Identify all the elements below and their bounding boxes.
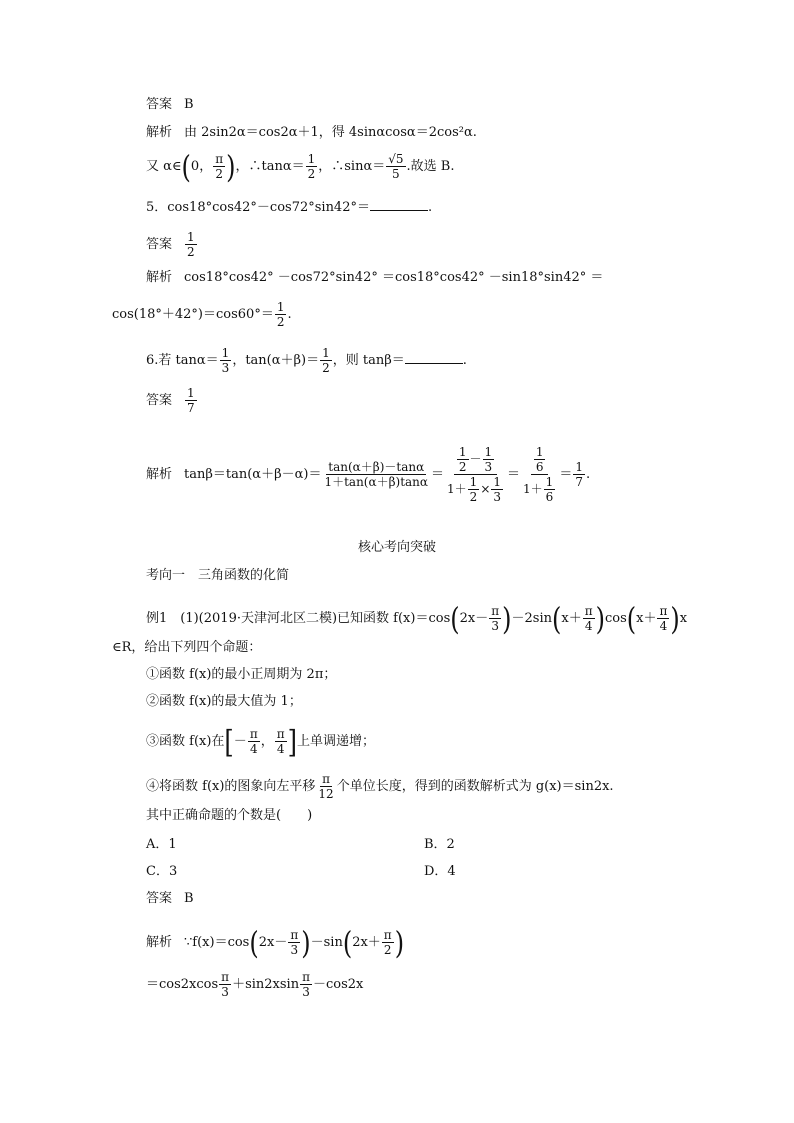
numerator: 1 bbox=[322, 346, 330, 360]
fraction bbox=[320, 346, 332, 375]
text: x＋ bbox=[636, 611, 657, 626]
equals: ＝ bbox=[431, 467, 445, 482]
text: 又 α∈ bbox=[146, 159, 182, 174]
text: ，∴tanα＝ bbox=[235, 159, 305, 174]
section-title: 核心考向突破 bbox=[357, 540, 436, 555]
option-a: A．1 bbox=[146, 837, 177, 852]
solution-text: cos(18°＋42°)＝cos60°＝ bbox=[112, 307, 274, 322]
solution-line-2 bbox=[146, 148, 455, 185]
text: . bbox=[462, 353, 467, 368]
text: x＋ bbox=[561, 611, 582, 626]
solution-ex1-line-2 bbox=[146, 970, 363, 999]
answer-blank bbox=[405, 351, 463, 364]
example-1-line-2: ∈R，给出下列四个命题： bbox=[112, 640, 262, 655]
paren: ( bbox=[626, 600, 637, 637]
fraction bbox=[275, 727, 287, 756]
fraction bbox=[457, 445, 469, 474]
denominator: 12 bbox=[318, 787, 334, 801]
text: ，∴sinα＝ bbox=[318, 159, 386, 174]
denominator: 4 bbox=[249, 742, 258, 756]
solution-5-line-2 bbox=[112, 300, 292, 329]
fraction bbox=[534, 445, 546, 474]
numerator: 1 bbox=[484, 445, 493, 459]
paren: ) bbox=[502, 600, 512, 637]
numerator: π bbox=[322, 772, 330, 786]
fraction bbox=[544, 475, 556, 504]
numerator: 1 bbox=[458, 445, 467, 459]
text: x bbox=[679, 611, 688, 626]
equals: ＝ bbox=[507, 467, 521, 482]
compound-fraction bbox=[445, 445, 506, 504]
numerator: π bbox=[491, 604, 500, 618]
text: 0， bbox=[190, 159, 213, 174]
paren: ) bbox=[670, 600, 680, 637]
paren: ) bbox=[394, 924, 405, 961]
fraction bbox=[213, 152, 225, 181]
numerator: π bbox=[302, 970, 310, 984]
numerator: π bbox=[276, 727, 285, 741]
denominator: 3 bbox=[290, 943, 299, 957]
fraction bbox=[483, 445, 495, 474]
question-text: 5．cos18°cos42°－cos72°sin42°＝ bbox=[146, 200, 370, 215]
numerator: π bbox=[221, 970, 230, 984]
denominator: 3 bbox=[491, 619, 499, 633]
text: 2x＋ bbox=[352, 935, 381, 950]
question-5 bbox=[146, 198, 432, 217]
denominator: 2 bbox=[458, 460, 467, 474]
solution-ex1-line-1 bbox=[146, 924, 405, 961]
numerator: π bbox=[584, 604, 593, 618]
text: . bbox=[427, 200, 433, 215]
denominator: 5 bbox=[392, 167, 400, 181]
fraction bbox=[316, 772, 335, 801]
answer-line-5 bbox=[146, 230, 198, 259]
numerator: tan(α＋β)－tanα bbox=[328, 460, 425, 474]
denominator: 2 bbox=[307, 167, 316, 181]
numerator: π bbox=[659, 604, 668, 618]
numerator: 1 bbox=[307, 152, 316, 166]
option-b: B．2 bbox=[424, 837, 455, 852]
numerator: 1 bbox=[276, 300, 285, 314]
fraction bbox=[248, 727, 260, 756]
equals: ＝ bbox=[559, 467, 573, 482]
fraction bbox=[468, 475, 480, 504]
denominator: 3 bbox=[221, 361, 230, 375]
solution-label: 解析 bbox=[146, 935, 173, 950]
denominator: 3 bbox=[221, 985, 229, 999]
question-prompt: 其中正确命题的个数是( ) bbox=[146, 808, 313, 823]
numerator: 1 bbox=[221, 346, 230, 360]
fraction bbox=[185, 386, 197, 415]
answer-label: 答案 bbox=[146, 97, 173, 112]
denominator: 3 bbox=[493, 490, 502, 504]
text: ， bbox=[260, 734, 274, 749]
answer-label: 答案 bbox=[146, 393, 173, 408]
fraction bbox=[300, 970, 312, 999]
text: ④将函数 f(x)的图象向左平移 bbox=[146, 779, 316, 794]
proposition-1: ①函数 f(x)的最小正周期为 2π； bbox=[146, 667, 337, 682]
option-c: C．3 bbox=[146, 864, 178, 879]
text: . bbox=[287, 307, 292, 322]
numerator: $\frac{1}{2}$ － $\frac{1}{3}$ bbox=[454, 445, 497, 475]
text: tanβ＝tan(α＋β－α)＝ bbox=[184, 467, 322, 482]
numerator: π bbox=[249, 727, 258, 741]
numerator: π bbox=[383, 928, 392, 942]
numerator: 1 bbox=[469, 475, 478, 489]
solution-text: cos18°cos42° －cos72°sin42° ＝cos18°cos42° －sin18°sin42° ＝ bbox=[184, 270, 604, 285]
denominator: 4 bbox=[659, 619, 668, 633]
denominator: 2 bbox=[322, 361, 330, 375]
paren: ( bbox=[450, 600, 460, 637]
numerator: 1 bbox=[575, 460, 583, 474]
fraction bbox=[583, 604, 595, 633]
paren: ) bbox=[301, 924, 311, 961]
proposition-2: ②函数 f(x)的最大值为 1； bbox=[146, 694, 302, 709]
answer-line-1 bbox=[146, 96, 194, 114]
text: ，tan(α＋β)＝ bbox=[232, 353, 320, 368]
denominator: 2 bbox=[215, 167, 223, 181]
fraction bbox=[306, 152, 318, 181]
text: 例1 (1)(2019·天津河北区二模)已知函数 f(x)＝cos bbox=[146, 611, 451, 626]
answer-label: 答案 bbox=[146, 237, 173, 252]
numerator: 1 bbox=[493, 475, 502, 489]
text: 2x－ bbox=[258, 935, 288, 950]
solution-text: 由 2sin2α＝cos2α＋1，得 4sinαcosα＝2cos²α. bbox=[184, 125, 477, 140]
fraction bbox=[489, 604, 501, 633]
fraction bbox=[288, 928, 300, 957]
fraction bbox=[491, 475, 503, 504]
text: ③函数 f(x)在 bbox=[146, 734, 225, 749]
paren: ) bbox=[595, 600, 605, 637]
denominator: 2 bbox=[469, 490, 478, 504]
compound-fraction bbox=[521, 445, 558, 504]
denominator: 3 bbox=[302, 985, 310, 999]
text: 6.若 tanα＝ bbox=[146, 353, 219, 368]
text: 1＋ bbox=[523, 482, 543, 496]
answer-label: 答案 bbox=[146, 891, 173, 906]
paren: ( bbox=[551, 600, 562, 637]
text: .故选 B. bbox=[406, 159, 455, 174]
denominator: 2 bbox=[187, 245, 195, 259]
solution-label: 解析 bbox=[146, 270, 173, 285]
bracket: ] bbox=[287, 723, 297, 760]
denominator: 4 bbox=[276, 742, 285, 756]
text: ＋sin2xsin bbox=[232, 977, 300, 992]
answer-line-ex1 bbox=[146, 890, 194, 908]
proposition-4 bbox=[146, 772, 614, 801]
example-1-line-1 bbox=[146, 600, 688, 637]
text: 上单调递增； bbox=[296, 734, 375, 749]
answer-value: B bbox=[184, 97, 194, 112]
fraction bbox=[386, 152, 405, 181]
text: . bbox=[585, 467, 591, 482]
option-d: D．4 bbox=[424, 864, 456, 879]
answer-blank bbox=[370, 198, 428, 211]
proposition-3 bbox=[146, 723, 375, 760]
text: ∵f(x)＝cos bbox=[184, 935, 250, 950]
text: ＝cos2xcos bbox=[146, 977, 219, 992]
denominator: 1＋tan(α＋β)tanα bbox=[324, 475, 429, 489]
text: 1＋ bbox=[447, 482, 467, 496]
fraction bbox=[185, 230, 197, 259]
fraction bbox=[220, 346, 232, 375]
fraction bbox=[573, 460, 585, 489]
denominator: 6 bbox=[545, 490, 554, 504]
numerator bbox=[531, 445, 549, 475]
bracket: [ bbox=[224, 723, 234, 760]
text: －sin bbox=[310, 935, 343, 950]
denominator: 6 bbox=[535, 460, 544, 474]
question-6 bbox=[146, 346, 467, 375]
denominator bbox=[521, 475, 558, 504]
numerator: π bbox=[290, 928, 299, 942]
solution-label: 解析 bbox=[146, 125, 173, 140]
denominator bbox=[445, 475, 506, 504]
denominator: 7 bbox=[575, 475, 583, 489]
paren: ( bbox=[249, 924, 259, 961]
text: cos bbox=[604, 611, 627, 626]
denominator: 2 bbox=[383, 943, 392, 957]
fraction bbox=[657, 604, 669, 633]
text: －2sin bbox=[511, 611, 552, 626]
numerator: π bbox=[215, 152, 224, 166]
paren: ( bbox=[342, 924, 353, 961]
numerator: 1 bbox=[187, 230, 195, 244]
text: 个单位长度，得到的函数解析式为 g(x)＝sin2x. bbox=[336, 779, 614, 794]
fraction bbox=[275, 300, 287, 329]
denominator: 7 bbox=[187, 401, 195, 415]
topic-heading: 考向一 三角函数的化简 bbox=[146, 568, 290, 583]
answer-value: B bbox=[184, 891, 194, 906]
numerator: 1 bbox=[187, 386, 195, 400]
text: －cos2x bbox=[312, 977, 364, 992]
denominator: 4 bbox=[584, 619, 593, 633]
text: ，则 tanβ＝ bbox=[332, 353, 405, 368]
numerator: 1 bbox=[535, 445, 544, 459]
answer-line-6 bbox=[146, 386, 198, 415]
numerator: 1 bbox=[545, 475, 554, 489]
denominator: 3 bbox=[484, 460, 493, 474]
fraction bbox=[219, 970, 231, 999]
solution-6 bbox=[146, 445, 590, 504]
text: 2x－ bbox=[459, 611, 489, 626]
fraction bbox=[322, 460, 430, 489]
denominator: 2 bbox=[276, 315, 285, 329]
solution-5-line-1 bbox=[146, 269, 603, 287]
solution-line-1 bbox=[146, 124, 477, 142]
fraction bbox=[382, 928, 394, 957]
solution-label: 解析 bbox=[146, 467, 173, 482]
paren: ( bbox=[181, 148, 191, 185]
numerator: √5 bbox=[388, 152, 404, 166]
text: － bbox=[233, 734, 247, 749]
text: × bbox=[480, 482, 491, 496]
paren: ) bbox=[226, 148, 236, 185]
